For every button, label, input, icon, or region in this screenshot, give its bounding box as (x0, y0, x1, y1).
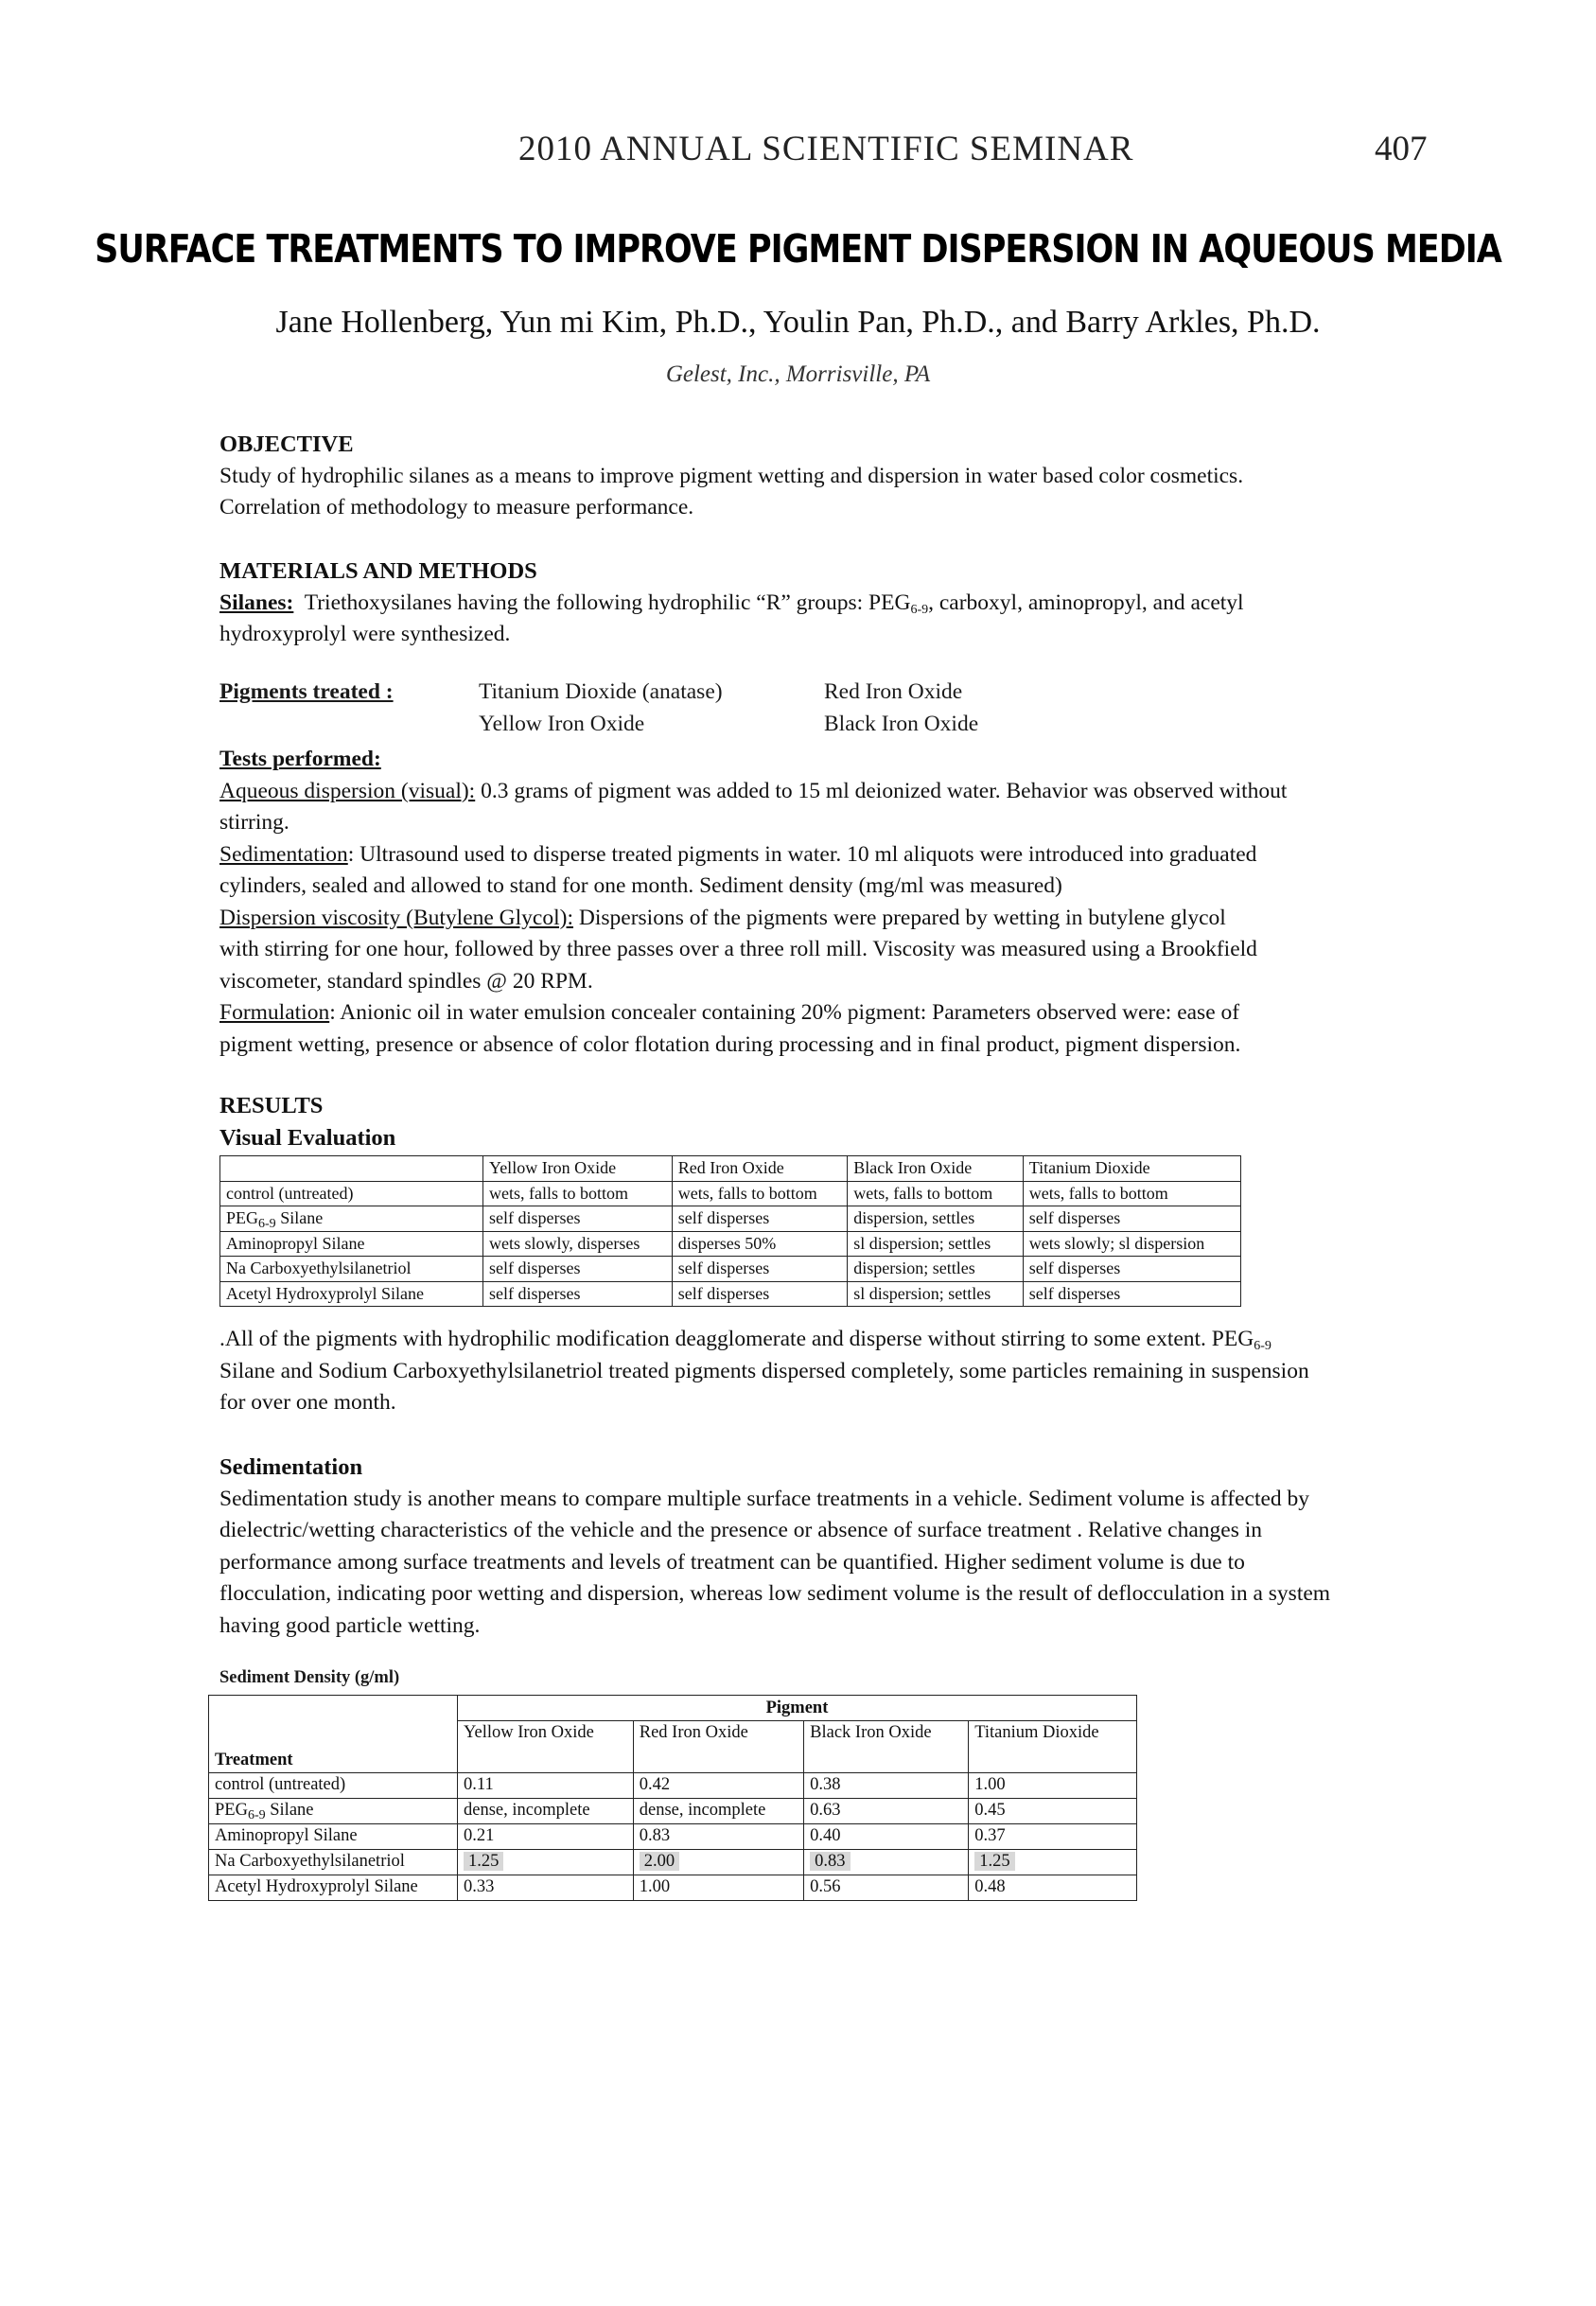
column-header: Red Iron Oxide (633, 1721, 803, 1773)
row-label: Na Carboxyethylsilanetriol (209, 1849, 458, 1875)
row-label: Acetyl Hydroxyprolyl Silane (220, 1281, 483, 1307)
objective-line: Study of hydrophilic silanes as a means to improve pigment wetting and dispersion in water based color cosmetics. (219, 463, 1244, 488)
table-row: $PEG_{6-9}$ Silane dense, incomplete dense, incomplete 0.63 0.45 (209, 1798, 1137, 1823)
viscosity-label: Dispersion viscosity (Butylene Glycol): (219, 905, 573, 930)
objective-section (219, 429, 1440, 524)
visual-note: .All of the pigments with hydrophilic modification deagglomerate and disperse without stirring to some extent. $PEG_{6-9}$ Silane and Sodium Carboxyethylsilanetriol treated pigments dispersed completely, some particles remaining in suspension for over one month. (219, 1327, 1309, 1415)
silanes-text: Triethoxysilanes having the following hydrophilic “R” groups: PEG (304, 590, 911, 615)
row-label: Aminopropyl Silane (209, 1823, 458, 1849)
highlighted-value: 1.25 (464, 1852, 503, 1871)
table-row: control (untreated) 0.11 0.42 0.38 1.00 (209, 1772, 1137, 1798)
table-row: Aminopropyl Silane wets slowly, disperses disperses 50% sl dispersion; settles wets slowly; sl dispersion (220, 1231, 1241, 1257)
author-list: Jane Hollenberg, Yun mi Kim, Ph.D., Youlin Pan, Ph.D., and Barry Arkles, Ph.D. (275, 305, 1321, 340)
tests-section: Tests performed: Aqueous dispersion (visual): 0.3 grams of pigment was added to 15 ml deionized water. Behavior was observed without stirring. Sedimentation: Ultrasound used to disperse treated pigments in water. 10 ml aliquots were introduced into graduated cylinders, sealed and allowed to stand for one month. Sediment density (mg/ml was measured) Dispersion viscosity (Butylene Glycol): Dispersions of the pigments were prepared by wetting in butylene glycol with stirring for one hour, followed by three passes over a three roll mill. Viscosity was measured using a Brookfield viscometer, standard spindles @ 20 RPM. Formulation: Anionic oil in water emulsion concealer containing 20% pigment: Parameters observed were: ease of pigment wetting, presence or absence of color flotation during processing and in final product, pigment dispersion. (219, 744, 1440, 1061)
affiliation: Gelest, Inc., Morrisville, PA (665, 361, 931, 387)
treatment-header: Treatment (209, 1721, 458, 1773)
pigment-group-header: Pigment (458, 1696, 1137, 1721)
row-label: $PEG_{6-9}$ Silane (209, 1798, 458, 1823)
table-row (209, 1849, 1137, 1875)
aqueous-label: Aqueous dispersion (visual): (219, 778, 476, 803)
highlighted-value: 0.83 (810, 1852, 850, 1871)
row-label: control (untreated) (209, 1772, 458, 1798)
silanes-line: hydroxyprolyl were synthesized. (219, 622, 511, 646)
table-row: control (untreated) wets, falls to bottom wets, falls to bottom wets, falls to bottom wets, falls to bottom (220, 1181, 1241, 1206)
highlighted-value: 1.25 (974, 1852, 1014, 1871)
sedimentation-label: Sedimentation (219, 841, 348, 867)
pigments-label: Pigments treated : (219, 679, 394, 704)
visual-evaluation-table (219, 1155, 1241, 1307)
table-header-row (220, 1156, 1241, 1182)
silanes-text: , carboxyl, aminopropyl, and acetyl (928, 590, 1244, 615)
results-heading: RESULTS (219, 1093, 324, 1118)
results-section (219, 1090, 1440, 1153)
column-header: Black Iron Oxide (804, 1721, 969, 1773)
highlighted-value: 2.00 (640, 1852, 679, 1871)
methods-heading: MATERIALS AND METHODS (219, 558, 537, 584)
sediment-density-table (208, 1695, 1137, 1901)
table-row: Na Carboxyethylsilanetriol self disperses self disperses dispersion; settles self disperses (220, 1257, 1241, 1282)
row-label: Aminopropyl Silane (220, 1231, 483, 1257)
formulation-label: Formulation (219, 1000, 330, 1025)
column-header: Yellow Iron Oxide (458, 1721, 634, 1773)
column-header: Black Iron Oxide (848, 1156, 1024, 1182)
table-row: Acetyl Hydroxyprolyl Silane 0.33 1.00 0.56 0.48 (209, 1875, 1137, 1900)
table-row: $PEG_{6-9}$ Silane self disperses self disperses dispersion, settles self disperses (220, 1206, 1241, 1232)
table-row: Aminopropyl Silane 0.21 0.83 0.40 0.37 (209, 1823, 1137, 1849)
sedimentation-section: Sedimentation Sedimentation study is another means to compare multiple surface treatments in a vehicle. Sediment volume is affected by dielectric/wetting characteristics of the vehicle and the presence or absence of surface treatment . Relative changes in performance among surface treatments and levels of treatment can be quantified. Higher sediment volume is due to flocculation, indicating poor wetting and dispersion, whereas low sediment volume is the result of deflocculation in a system having good particle wetting. (219, 1452, 1440, 1642)
pigment-item: Titanium Dioxide (anatase) (479, 679, 723, 704)
visual-evaluation-heading: Visual Evaluation (219, 1124, 396, 1151)
peg-subscript: 6-9 (910, 602, 929, 617)
pigment-item: Yellow Iron Oxide (479, 712, 645, 736)
column-header: Red Iron Oxide (672, 1156, 848, 1182)
sedimentation-heading: Sedimentation (219, 1454, 363, 1480)
silanes-label: Silanes: (219, 590, 294, 615)
row-label: Acetyl Hydroxyprolyl Silane (209, 1875, 458, 1900)
running-head: 2010 ANNUAL SCIENTIFIC SEMINAR (518, 130, 1134, 168)
methods-section (219, 555, 1440, 651)
row-label: Na Carboxyethylsilanetriol (220, 1257, 483, 1282)
density-caption: Sediment Density (g/ml) (219, 1668, 400, 1687)
pigment-item: Black Iron Oxide (824, 712, 979, 736)
silanes-line (219, 588, 1440, 620)
objective-line: Correlation of methodology to measure performance. (219, 495, 694, 519)
objective-heading: OBJECTIVE (219, 431, 354, 457)
paper-title: SURFACE TREATMENTS TO IMPROVE PIGMENT DISPERSION IN AQUEOUS MEDIA (95, 227, 1501, 273)
tests-heading: Tests performed: (219, 747, 381, 771)
row-label: $PEG_{6-9}$ Silane (220, 1206, 483, 1232)
column-header: Titanium Dioxide (1023, 1156, 1240, 1182)
column-header: Titanium Dioxide (969, 1721, 1137, 1773)
pigment-item: Red Iron Oxide (824, 679, 963, 704)
row-label: control (untreated) (220, 1181, 483, 1206)
column-header: Yellow Iron Oxide (483, 1156, 673, 1182)
page-number: 407 (1375, 130, 1428, 168)
table-row: Acetyl Hydroxyprolyl Silane self disperses self disperses sl dispersion; settles self disperses (220, 1281, 1241, 1307)
